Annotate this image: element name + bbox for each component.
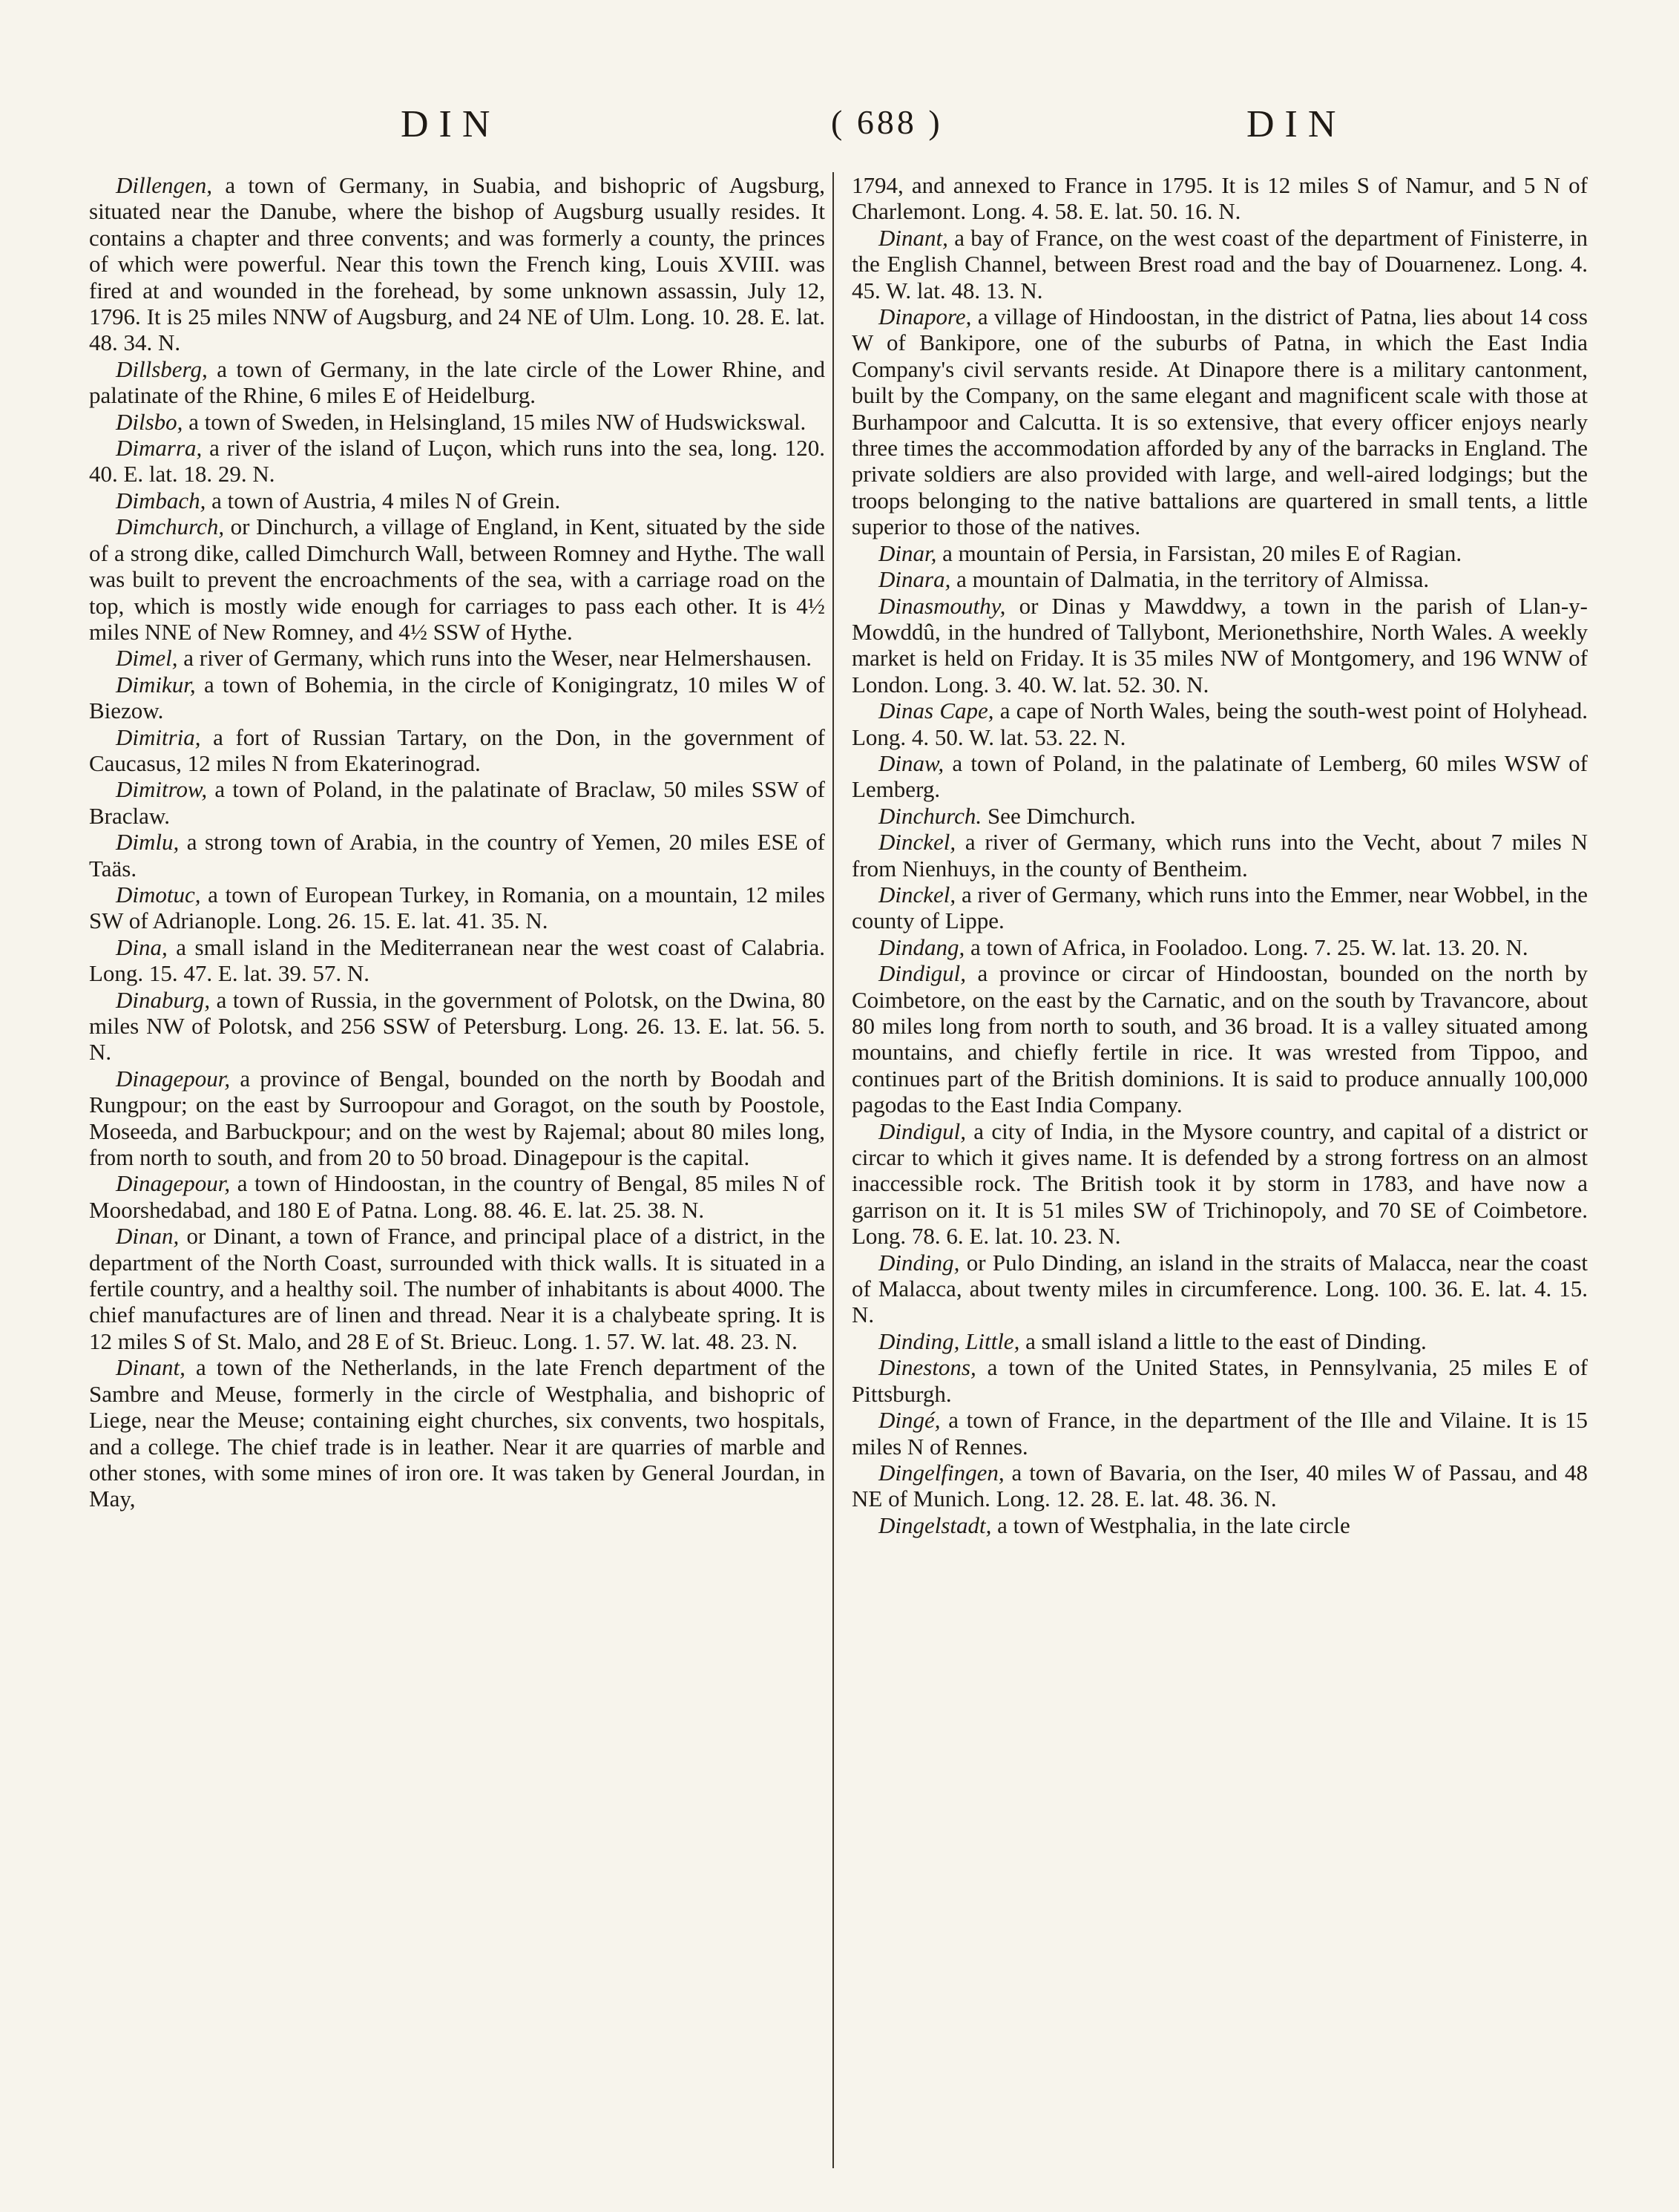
entry-text: or Dinant, a town of France, and principal place of a district, in the department of the North Coast, surrounded with thick walls. It is situated in a fertile country, and a healthy soil. The number of inhabitants is about 4000. The chief manufactures are of linen and thread. Near it is a chalybeate spring. It is 12 miles S of St. Malo, and 28 E of St. Brieuc. Long. 1. 57. W. lat. 48. 23. N.	[89, 1223, 825, 1354]
entry-headword: Dimel,	[116, 645, 178, 672]
gazetteer-entry	[89, 645, 825, 671]
gazetteer-entry	[852, 566, 1588, 592]
running-head-left: DIN	[401, 103, 501, 145]
entry-headword: Dinding, Little,	[878, 1327, 1020, 1354]
gazetteer-entry	[89, 672, 825, 724]
gazetteer-entry	[852, 960, 1588, 1118]
gazetteer-entry	[852, 1354, 1588, 1407]
entry-headword: Dinaw,	[878, 749, 944, 776]
entry-headword: Dillsberg,	[116, 355, 208, 382]
entry-headword: Dingelstadt,	[878, 1512, 992, 1538]
entry-headword: Dimitrow,	[116, 776, 208, 803]
entry-text: a river of the island of Luçon, which runs into the sea, long. 120. 40. E. lat. 18. 29. N.	[89, 435, 825, 488]
gazetteer-entry	[89, 435, 825, 488]
gazetteer-entry	[852, 1460, 1588, 1512]
entry-text: a province of Bengal, bounded on the north by Boodah and Rungpour; on the east by Surroopour and Goragot, on the south by Poostole, Moseeda, and Barbuckpour; and on the west by Rajemal; about 80 miles long, from north to south, and from 20 to 50 broad. Dinagepour is the capital.	[89, 1065, 825, 1171]
entry-headword: Dinding,	[878, 1249, 960, 1276]
left-column	[89, 172, 825, 1512]
entry-headword: Dinchurch.	[878, 802, 982, 829]
entry-headword: Dimchurch,	[116, 513, 225, 540]
entry-headword: Dindigul,	[878, 1118, 966, 1144]
gazetteer-entry	[89, 513, 825, 645]
entry-headword: Dinant,	[116, 1354, 185, 1381]
gazetteer-entry	[852, 225, 1588, 303]
entry-headword: Dimbach,	[116, 487, 206, 513]
entry-text: a river of Germany, which runs into the Emmer, near Wobbel, in the county of Lippe.	[852, 881, 1588, 934]
entry-text: a town of Poland, in the palatinate of Lemberg, 60 miles WSW of Lemberg.	[852, 749, 1588, 803]
gazetteer-entry	[852, 1328, 1588, 1354]
entry-headword: Dina,	[116, 933, 168, 960]
entry-headword: Dimitria,	[116, 723, 201, 750]
entry-text: a town of Poland, in the palatinate of Braclaw, 50 miles SSW of Braclaw.	[89, 776, 825, 829]
entry-text: a bay of France, on the west coast of the department of Finisterre, in the English Channel, between Brest road and the bay of Douarnenez. Long. 4. 45. W. lat. 48. 13. N.	[852, 224, 1588, 303]
entry-headword: Dinaburg,	[116, 986, 211, 1013]
entry-headword: Dimikur,	[116, 671, 196, 698]
gazetteer-entry	[852, 593, 1588, 698]
entry-headword: Dimarra,	[116, 435, 203, 462]
entry-headword: Dindang,	[878, 933, 965, 960]
entry-headword: Dinan,	[116, 1223, 180, 1250]
gazetteer-entry	[89, 356, 825, 409]
gazetteer-entry	[852, 882, 1588, 934]
entry-text: a town of Hindoostan, in the country of Bengal, 85 miles N of Moorshedabad, and 180 E of Patna. Long. 88. 46. E. lat. 25. 38. N.	[89, 1170, 825, 1223]
entry-text: a town of Sweden, in Helsingland, 15 miles NW of Hudswickswal.	[183, 408, 806, 435]
entry-text: a town of Russia, in the government of Polotsk, on the Dwina, 80 miles NW of Polotsk, and 256 SSW of Petersburg. Long. 26. 13. E. lat. 56. 5. N.	[89, 986, 825, 1066]
gazetteer-entry	[852, 172, 1588, 225]
entry-text: a town of Germany, in the late circle of the Lower Rhine, and palatinate of the Rhine, 6 miles E of Heidelburg.	[89, 355, 825, 409]
gazetteer-entry	[89, 776, 825, 829]
gazetteer-entry	[89, 934, 825, 987]
right-column	[852, 172, 1588, 1538]
entry-headword: Dimlu,	[116, 829, 180, 856]
gazetteer-entry	[852, 750, 1588, 803]
entry-headword: Dindigul,	[878, 960, 966, 987]
entry-text: a strong town of Arabia, in the country of Yemen, 20 miles ESE of Taäs.	[89, 829, 825, 882]
gazetteer-entry	[89, 172, 825, 356]
gazetteer-entry	[89, 987, 825, 1066]
entry-text: a town of France, in the department of the Ille and Vilaine. It is 15 miles N of Rennes.	[852, 1407, 1588, 1460]
entry-text: a small island a little to the east of Dinding.	[1019, 1327, 1427, 1354]
entry-headword: Dinant,	[878, 224, 948, 251]
entry-text: 1794, and annexed to France in 1795. It is 12 miles S of Namur, and 5 N of Charlemont. Long. 4. 58. E. lat. 50. 16. N.	[852, 172, 1588, 225]
gazetteer-entry	[852, 303, 1588, 540]
entry-text: or Dinas y Mawddwy, a town in the parish of Llan-y-Mowddû, in the hundred of Tallybont, Merionethshire, North Wales. A weekly market is held on Friday. It is 35 miles NW of Montgomery, and 196 WNW of London. Long. 3. 40. W. lat. 52. 30. N.	[852, 592, 1588, 698]
entry-text: a town of Africa, in Fooladoo. Long. 7. 25. W. lat. 13. 20. N.	[965, 933, 1528, 960]
gazetteer-entry	[89, 488, 825, 513]
running-head-right: DIN	[1246, 103, 1347, 145]
entry-headword: Dinestons,	[878, 1354, 976, 1381]
entry-text: a town of Westphalia, in the late circle	[991, 1512, 1350, 1538]
gazetteer-entry	[852, 1407, 1588, 1460]
entry-headword: Dinas Cape,	[878, 698, 994, 724]
entry-text: a river of Germany, which runs into the Vecht, about 7 miles N from Nienhuys, in the county of Bentheim.	[852, 829, 1588, 882]
entry-text: a province or circar of Hindoostan, bounded on the north by Coimbetore, on the east by the Carnatic, and on the south by Travancore, about 80 miles long from north to south, and 36 broad. It is a valley situated among mountains, and chiefly fertile in rice. It was wrested from Tippoo, and continues part of the British dominions. It is said to produce annually 100,000 pagodas to the East India Company.	[852, 960, 1588, 1118]
gazetteer-entry	[89, 882, 825, 934]
entry-headword: Dingelfingen,	[878, 1459, 1005, 1486]
page-header	[89, 102, 1603, 154]
page-number: ( 688 )	[831, 103, 943, 141]
gazetteer-entry	[89, 1223, 825, 1354]
entry-headword: Dinasmouthy,	[878, 592, 1006, 619]
entry-text: or Pulo Dinding, an island in the straits of Malacca, near the coast of Malacca, about twenty miles in circumference. Long. 100. 36. E. lat. 4. 15. N.	[852, 1249, 1588, 1328]
entry-headword: Dinar,	[878, 539, 937, 566]
gazetteer-entry	[852, 698, 1588, 750]
entry-text: or Dinchurch, a village of England, in Kent, situated by the side of a strong dike, called Dimchurch Wall, between Romney and Hythe. The wall was built to prevent the encroachments of the sea, with a carriage road on the top, which is mostly wide enough for carriages to pass each other. It is 4½ miles NNE of New Romney, and 4½ SSW of Hythe.	[89, 513, 825, 645]
gazetteer-entry	[852, 1250, 1588, 1328]
entry-text: a small island in the Mediterranean near the west coast of Calabria. Long. 15. 47. E. lat. 39. 57. N.	[89, 933, 825, 987]
entry-text: a river of Germany, which runs into the Weser, near Helmershausen.	[177, 645, 812, 672]
gazetteer-entry	[852, 934, 1588, 960]
gazetteer-entry	[89, 1354, 825, 1512]
gazetteer-entry	[89, 1170, 825, 1223]
entry-text: a town of the Netherlands, in the late French department of the Sambre and Meuse, formerly in the circle of Westphalia, and bishopric of Liege, near the Meuse; containing eight churches, six convents, two hospitals, and a college. The chief trade is in leather. Near it are quarries of marble and other stones, with some mines of iron ore. It was taken by General Jourdan, in May,	[89, 1354, 825, 1512]
entry-headword: Dinckel,	[878, 881, 956, 908]
entry-text: a fort of Russian Tartary, on the Don, in the government of Caucasus, 12 miles N from Ekaterinograd.	[89, 723, 825, 776]
entry-text: See Dimchurch.	[982, 802, 1136, 829]
entry-headword: Dinagepour,	[116, 1065, 231, 1092]
entry-headword: Dillengen,	[116, 172, 212, 198]
gazetteer-entry	[852, 540, 1588, 566]
entry-headword: Dinapore,	[878, 303, 972, 330]
entry-headword: Dinara,	[878, 566, 951, 593]
entry-text: a town of Austria, 4 miles N of Grein.	[206, 487, 561, 513]
gazetteer-entry	[89, 409, 825, 435]
gazetteer-entry	[852, 803, 1588, 829]
entry-text: a mountain of Dalmatia, in the territory of Almissa.	[950, 566, 1430, 593]
entry-text: a town of European Turkey, in Romania, on a mountain, 12 miles SW of Adrianople. Long. 26. 15. E. lat. 41. 35. N.	[89, 881, 825, 934]
entry-headword: Dingé,	[878, 1407, 941, 1434]
entry-text: a town of Germany, in Suabia, and bishopric of Augsburg, situated near the Danube, where the bishop of Augsburg usually resides. It contains a chapter and three convents; and was formerly a county, the princes of which were powerful. Near this town the French king, Louis XVIII. was fired at and wounded in the forehead, by some unknown assassin, July 12, 1796. It is 25 miles NNW of Augsburg, and 24 NE of Ulm. Long. 10. 28. E. lat. 48. 34. N.	[89, 172, 825, 356]
entry-text: a village of Hindoostan, in the district of Patna, lies about 14 coss W of Bankipore, one of the suburbs of Patna, in which the East India Company's civil servants reside. At Dinapore there is a military cantonment, built by the Company, on the same elegant and magnificent scale with those at Burhampoor and Calcutta. It is so extensive, that every officer enjoys nearly three times the accommodation afforded by any of the barracks in England. The private soldiers are also provided with large, and well-aired lodgings; but the troops belonging to the native battalions are quartered in small tents, a little superior to those of the natives.	[852, 303, 1588, 540]
entry-text: a mountain of Persia, in Farsistan, 20 miles E of Ragian.	[936, 539, 1462, 566]
entry-text: a town of Bavaria, on the Iser, 40 miles W of Passau, and 48 NE of Munich. Long. 12. 28. E. lat. 48. 36. N.	[852, 1459, 1588, 1512]
entry-headword: Dilsbo,	[116, 408, 183, 435]
entry-headword: Dinckel,	[878, 829, 956, 856]
gazetteer-entry	[89, 1066, 825, 1171]
entry-headword: Dimotuc,	[116, 881, 201, 908]
gazetteer-entry	[852, 1118, 1588, 1250]
gazetteer-entry	[89, 724, 825, 777]
entry-text: a town of the United States, in Pennsylvania, 25 miles E of Pittsburgh.	[852, 1354, 1588, 1407]
gazetteer-entry	[89, 829, 825, 882]
entry-text: a cape of North Wales, being the south-west point of Holyhead. Long. 4. 50. W. lat. 53. 22. N.	[852, 698, 1588, 750]
entry-text: a city of India, in the Mysore country, and capital of a district or circar to which it gives name. It is defended by a strong fortress on an almost inaccessible rock. The British took it by storm in 1783, and have now a garrison on it. It is 51 miles SW of Trichinopoly, and 70 SE of Coimbetore. Long. 78. 6. E. lat. 10. 23. N.	[852, 1118, 1588, 1250]
entry-text: a town of Bohemia, in the circle of Konigingratz, 10 miles W of Biezow.	[89, 671, 825, 724]
gazetteer-entry	[852, 1512, 1588, 1538]
entry-headword: Dinagepour,	[116, 1170, 231, 1197]
column-divider	[832, 172, 834, 2168]
gazetteer-entry	[852, 829, 1588, 882]
